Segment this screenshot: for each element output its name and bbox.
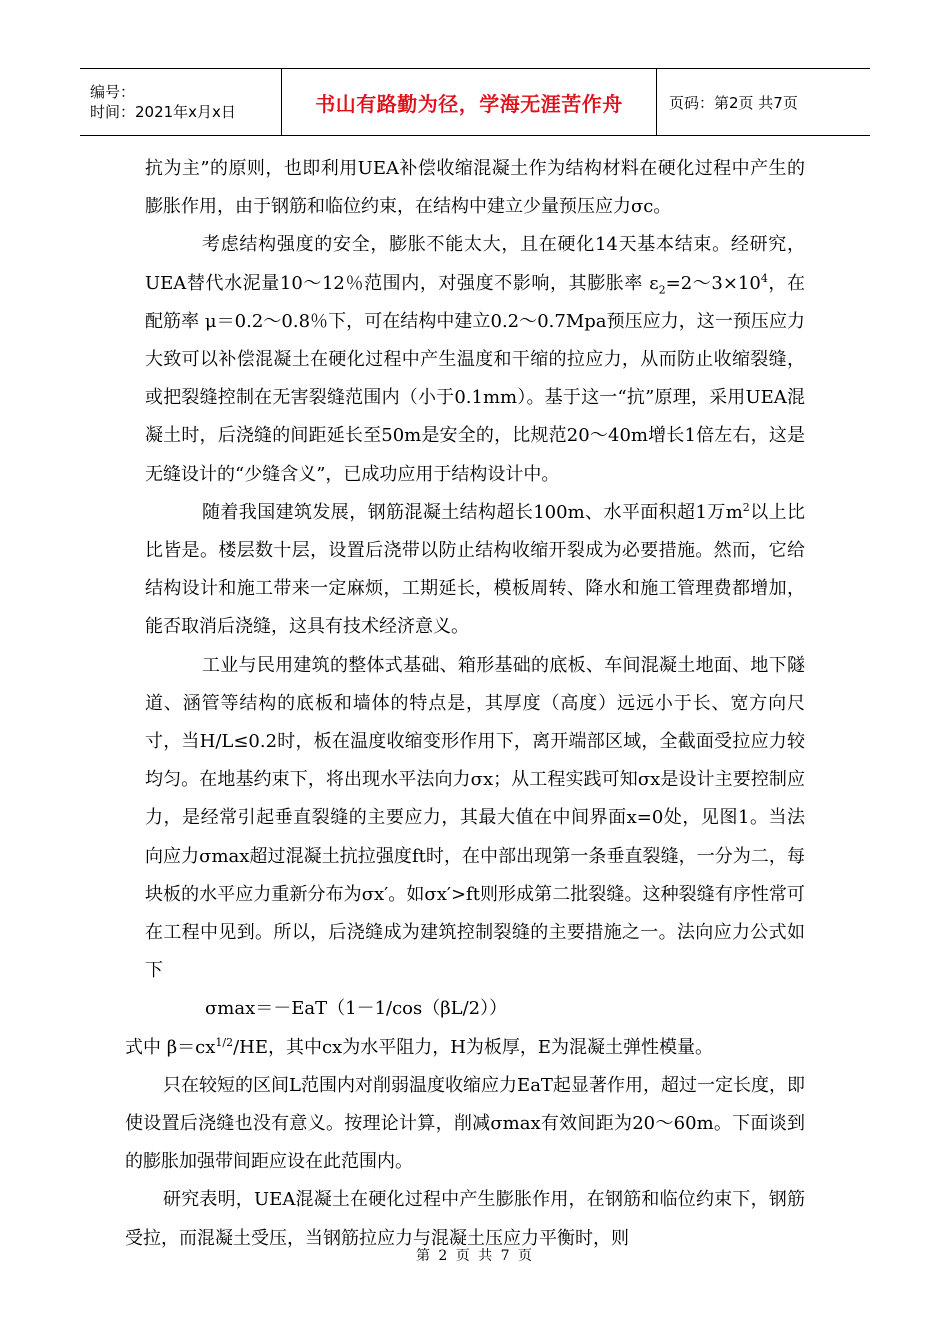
p2-subscript: 2 xyxy=(658,283,666,297)
paragraph-2 xyxy=(145,226,805,493)
page-footer: 第 2 页 共 7 页 xyxy=(415,1248,535,1264)
header-meta-cell xyxy=(80,69,282,135)
page-header xyxy=(80,68,870,136)
p2-superscript: 4 xyxy=(760,271,768,285)
p3-superscript: 2 xyxy=(742,500,750,514)
paragraph-6: 只在较短的区间L范围内对削弱温度收缩应力EaT起显著作用，超过一定长度，即使设置后浇缝也没有意义。按理论计算，削减σmax有效间距为20～60m。下面谈到的膨胀加强带间距应设在此范围内。 xyxy=(125,1074,805,1173)
paragraph-7: 研究表明，UEA混凝土在硬化过程中产生膨胀作用，在钢筋和临位约束下，钢筋受拉，而混凝土受压，当钢筋拉应力与混凝土压应力平衡时，则 xyxy=(125,1189,805,1249)
p5-text-a: 式中 β＝cx xyxy=(125,1036,216,1058)
p3-text-a: 随着我国建筑发展，钢筋混凝土结构超长100m、水平面积超1万m xyxy=(202,501,743,523)
header-page-info: 页码：第2页 共7页 xyxy=(669,93,798,112)
p3-text-b: 以上比比皆是。楼层数十层，设置后浇带以防止结构收缩开裂成为必要措施。然而，它给结构设计和施工带来一定麻烦，工期延长，模板周转、降水和施工管理费都增加，能否取消后浇缝，这具有技术经济意义。 xyxy=(145,501,806,638)
formula-line: σmax＝－EaT（1－1/cos（βL/2）） xyxy=(205,998,508,1020)
header-motto: 书山有路勤为径，学海无涯苦作舟 xyxy=(282,69,657,135)
serial-label: 编号： xyxy=(90,83,136,101)
paragraph-3 xyxy=(145,494,805,647)
p2-text-b: =2～3×10 xyxy=(665,272,761,294)
document-body xyxy=(125,150,806,1258)
p2-text-a: 考虑结构强度的安全，膨胀不能太大，且在硬化14天基本结束。经研究，UEA替代水泥量10～12％范围内，对强度不影响，其膨胀率 ε xyxy=(145,234,805,294)
paragraph-4: 工业与民用建筑的整体式基础、箱形基础的底板、车间混凝土地面、地下隧道、涵管等结构的底板和墙体的特点是，其厚度（高度）远远小于长、宽方向尺寸，当H/L≤0.2时，板在温度收缩变形作用下，离开端部区域，全截面受拉应力较均匀。在地基约束下，将出现水平法向力σx；从工程实践可知σx是设计主要控制应力，是经常引起垂直裂缝的主要应力，其最大值在中间界面x=0处，见图1。当法向应力σmax超过混凝土抗拉强度ft时，在中部出现第一条垂直裂缝，一分为二，每块板的水平应力重新分布为σx′。如σx′>ft则形成第二批裂缝。这种裂缝有序性常可在工程中见到。所以，后浇缝成为建筑控制裂缝的主要措施之一。法向应力公式如下 xyxy=(145,654,805,982)
paragraph-1: 抗为主”的原则，也即利用UEA补偿收缩混凝土作为结构材料在硬化过程中产生的膨胀作用，由于钢筋和临位约束，在结构中建立少量预压应力σc。 xyxy=(145,158,805,218)
p5-superscript: 1/2 xyxy=(215,1035,234,1049)
p5-text-b: /HE，其中cx为水平阻力，H为板厚，E为混凝土弹性模量。 xyxy=(233,1036,714,1058)
p2-text-c: ，在配筋率 μ＝0.2～0.8％下，可在结构中建立0.2～0.7Mpa预压应力，这一预压应力大致可以补偿混凝土在硬化过程中产生温度和干缩的拉应力，从而防止收缩裂缝，或把裂缝控制在无害裂缝范围内（小于0.1mm）。基于这一“抗”原理，采用UEA混凝土时，后浇缝的间距延长至50m是安全的，比规范20～40m增长1倍左右，这是无缝设计的“少缝含义”，已成功应用于结构设计中。 xyxy=(145,272,806,485)
paragraph-5 xyxy=(125,1029,805,1067)
date-label: 时间：2021年x月x日 xyxy=(90,103,236,121)
